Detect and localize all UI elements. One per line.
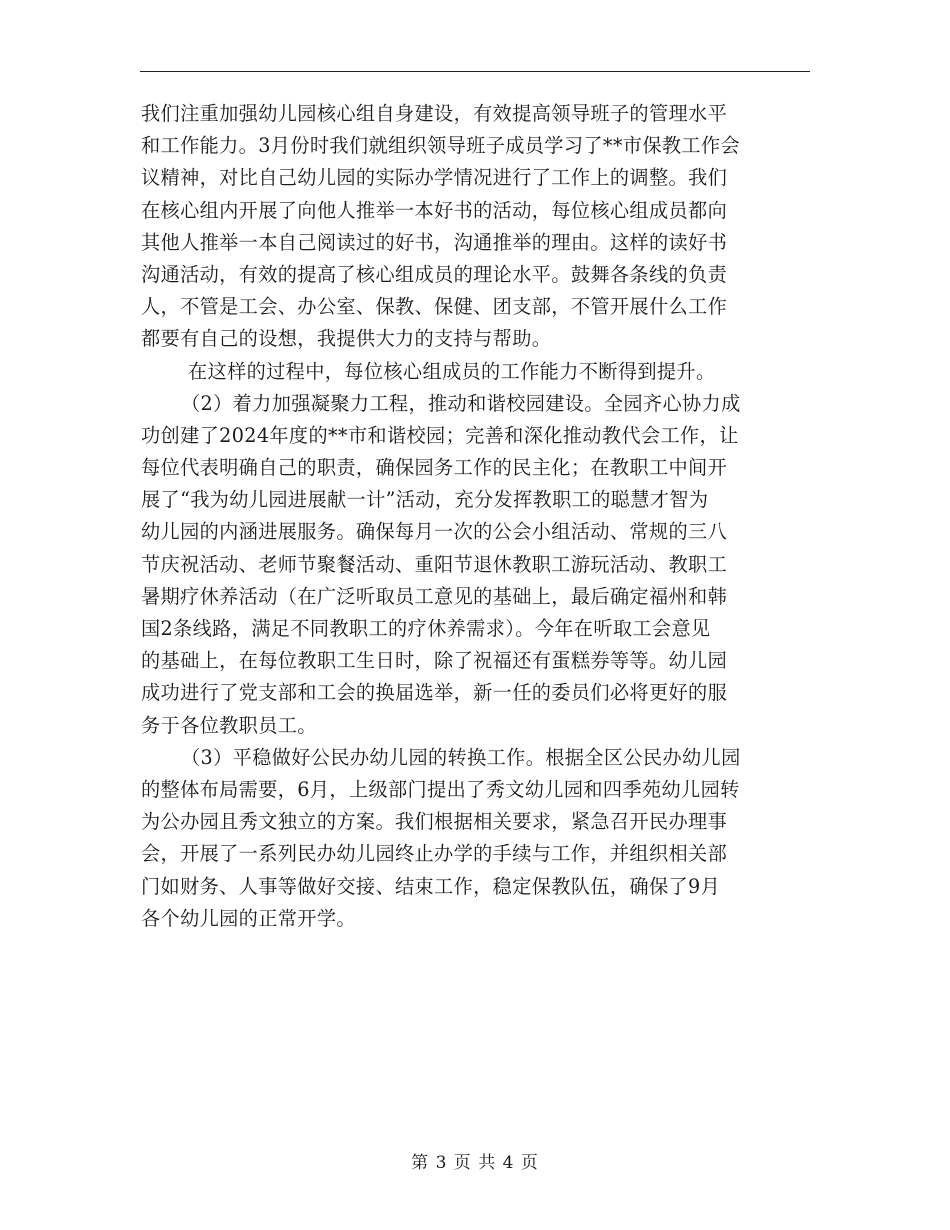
text-line: 在核心组内开展了向他人推举一本好书的活动，每位核心组成员都向 bbox=[141, 198, 728, 222]
text-line: 节庆祝活动、老师节聚餐活动、重阳节退休教职工游玩活动、教职工 bbox=[141, 552, 728, 576]
body-text bbox=[141, 98, 821, 935]
text-line: 会，开展了一系列民办幼儿园终止办学的手续与工作，并组织相关部 bbox=[141, 842, 728, 866]
text-line: 议精神，对比自己幼儿园的实际办学情况进行了工作上的调整。我们 bbox=[141, 166, 728, 190]
text-line: 国2条线路，满足不同教职工的疗休养需求）。今年在听取工会意见 bbox=[141, 617, 711, 640]
section-heading-line: （2）着力加强凝聚力工程，推动和谐校园建设。全园齐心协力成 bbox=[181, 391, 741, 415]
text-line: 暑期疗休养活动（在广泛听取员工意见的基础上，最后确定福州和韩 bbox=[141, 584, 728, 608]
page-number-footer: 第 3 页 共 4 页 bbox=[411, 1153, 539, 1173]
text-line: 都要有自己的设想，我提供大力的支持与帮助。 bbox=[141, 327, 552, 351]
text-line: 成功进行了党支部和工会的换届选举，新一任的委员们必将更好的服 bbox=[141, 681, 728, 705]
text-line: 人，不管是工会、办公室、保教、保健、团支部，不管开展什么工作 bbox=[141, 295, 728, 319]
text-line: 其他人推举一本自己阅读过的好书，沟通推举的理由。这样的读好书 bbox=[141, 230, 728, 254]
text-line: 我们注重加强幼儿园核心组自身建设，有效提高领导班子的管理水平 bbox=[141, 102, 728, 125]
text-line: 门如财务、人事等做好交接、结束工作，稳定保教队伍，确保了9月 bbox=[141, 874, 721, 898]
section-heading-line: （3）平稳做好公民办幼儿园的转换工作。根据全区公民办幼儿园 bbox=[181, 745, 741, 769]
header-rule bbox=[140, 71, 810, 72]
text-line: 在这样的过程中，每位核心组成员的工作能力不断得到提升。 bbox=[188, 359, 716, 383]
text-line: 功创建了2024年度的**市和谐校园；完善和深化推动教代会工作，让 bbox=[141, 423, 739, 447]
text-line: 各个幼儿园的正常开学。 bbox=[141, 906, 356, 930]
text-line: 沟通活动，有效的提高了核心组成员的理论水平。鼓舞各条线的负责 bbox=[141, 262, 728, 286]
text-line: 每位代表明确自己的职责，确保园务工作的民主化；在教职工中间开 bbox=[141, 456, 728, 480]
text-line: 为公办园且秀文独立的方案。我们根据相关要求，紧急召开民办理事 bbox=[141, 810, 728, 834]
text-line: 的基础上，在每位教职工生日时，除了祝福还有蛋糕券等等。幼儿园 bbox=[141, 649, 728, 673]
text-line: 务于各位教职员工。 bbox=[141, 713, 317, 737]
text-line: 幼儿园的内涵进展服务。确保每月一次的公会小组活动、常规的三八 bbox=[141, 520, 728, 544]
text-line: 展了“我为幼儿园进展献一计”活动，充分发挥教职工的聪慧才智为 bbox=[141, 488, 709, 512]
text-line: 和工作能力。3月份时我们就组织领导班子成员学习了**市保教工作会 bbox=[141, 134, 741, 158]
text-line: 的整体布局需要，6月，上级部门提出了秀文幼儿园和四季苑幼儿园转 bbox=[141, 777, 740, 801]
